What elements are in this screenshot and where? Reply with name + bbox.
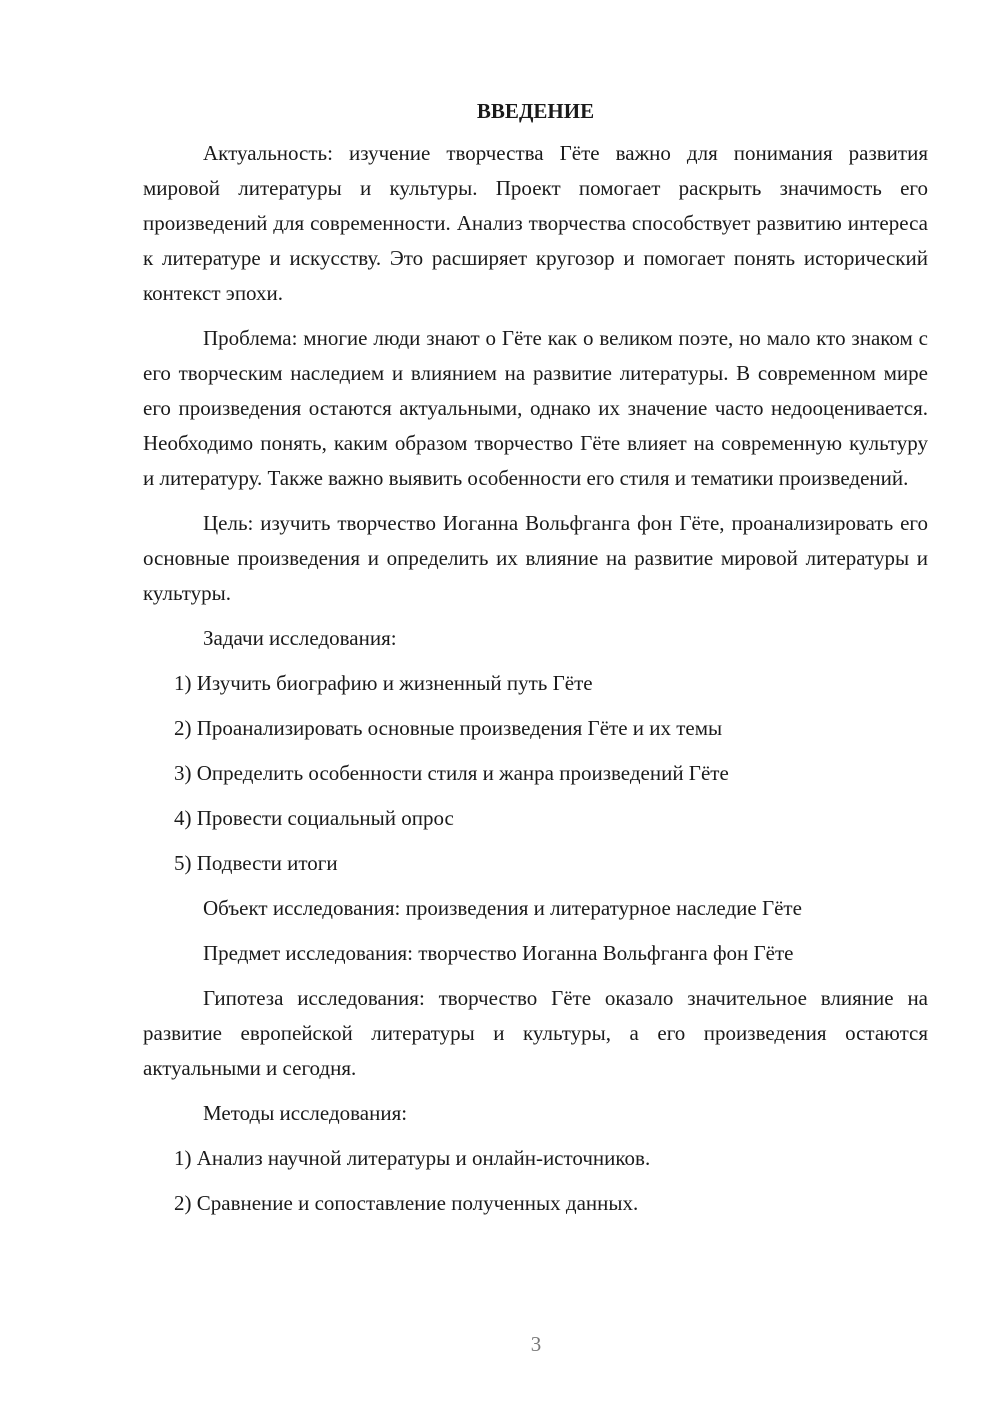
page-number: 3: [530, 1332, 542, 1356]
subject-paragraph: Предмет исследования: творчество Иоганна Вольфганга фон Гёте: [203, 941, 794, 965]
list-item: 1) Анализ научной литературы и онлайн-источников.: [174, 1146, 651, 1170]
tasks-list: [143, 666, 928, 881]
relevance-paragraph: Актуальность: изучение творчества Гёте важно для понимания развития мировой литературы и культуры. Проект помогает раскрыть значимость его произведений для современности. Анализ творчества способствует развитию интереса к литературе и искусству. Это расширяет кругозор и помогает понять исторический контекст эпохи.: [143, 141, 928, 305]
list-item: 1) Изучить биографию и жизненный путь Гёте: [174, 671, 593, 695]
document-page: [143, 96, 928, 1231]
tasks-heading: Задачи исследования:: [203, 626, 397, 650]
list-item: 5) Подвести итоги: [174, 851, 338, 875]
list-item: 2) Сравнение и сопоставление полученных данных.: [174, 1191, 639, 1215]
section-title: ВВЕДЕНИЕ: [476, 99, 595, 123]
list-item: 2) Проанализировать основные произведения Гёте и их темы: [174, 716, 723, 740]
methods-list: [143, 1141, 928, 1221]
problem-paragraph: Проблема: многие люди знают о Гёте как о великом поэте, но мало кто знаком с его творческим наследием и влиянием на развитие литературы. В современном мире его произведения остаются актуальными, однако их значение часто недооценивается. Необходимо понять, каким образом творчество Гёте влияет на современную культуру и литературу. Также важно выявить особенности его стиля и тематики произведений.: [143, 326, 928, 490]
methods-heading: Методы исследования:: [203, 1101, 408, 1125]
hypothesis-paragraph: Гипотеза исследования: творчество Гёте оказало значительное влияние на развитие европейской литературы и культуры, а его произведения остаются актуальными и сегодня.: [143, 986, 928, 1080]
list-item: 4) Провести социальный опрос: [174, 806, 454, 830]
goal-paragraph: Цель: изучить творчество Иоганна Вольфганга фон Гёте, проанализировать его основные произведения и определить их влияние на развитие мировой литературы и культуры.: [143, 511, 928, 605]
object-paragraph: Объект исследования: произведения и литературное наследие Гёте: [203, 896, 802, 920]
list-item: 3) Определить особенности стиля и жанра произведений Гёте: [174, 761, 729, 785]
